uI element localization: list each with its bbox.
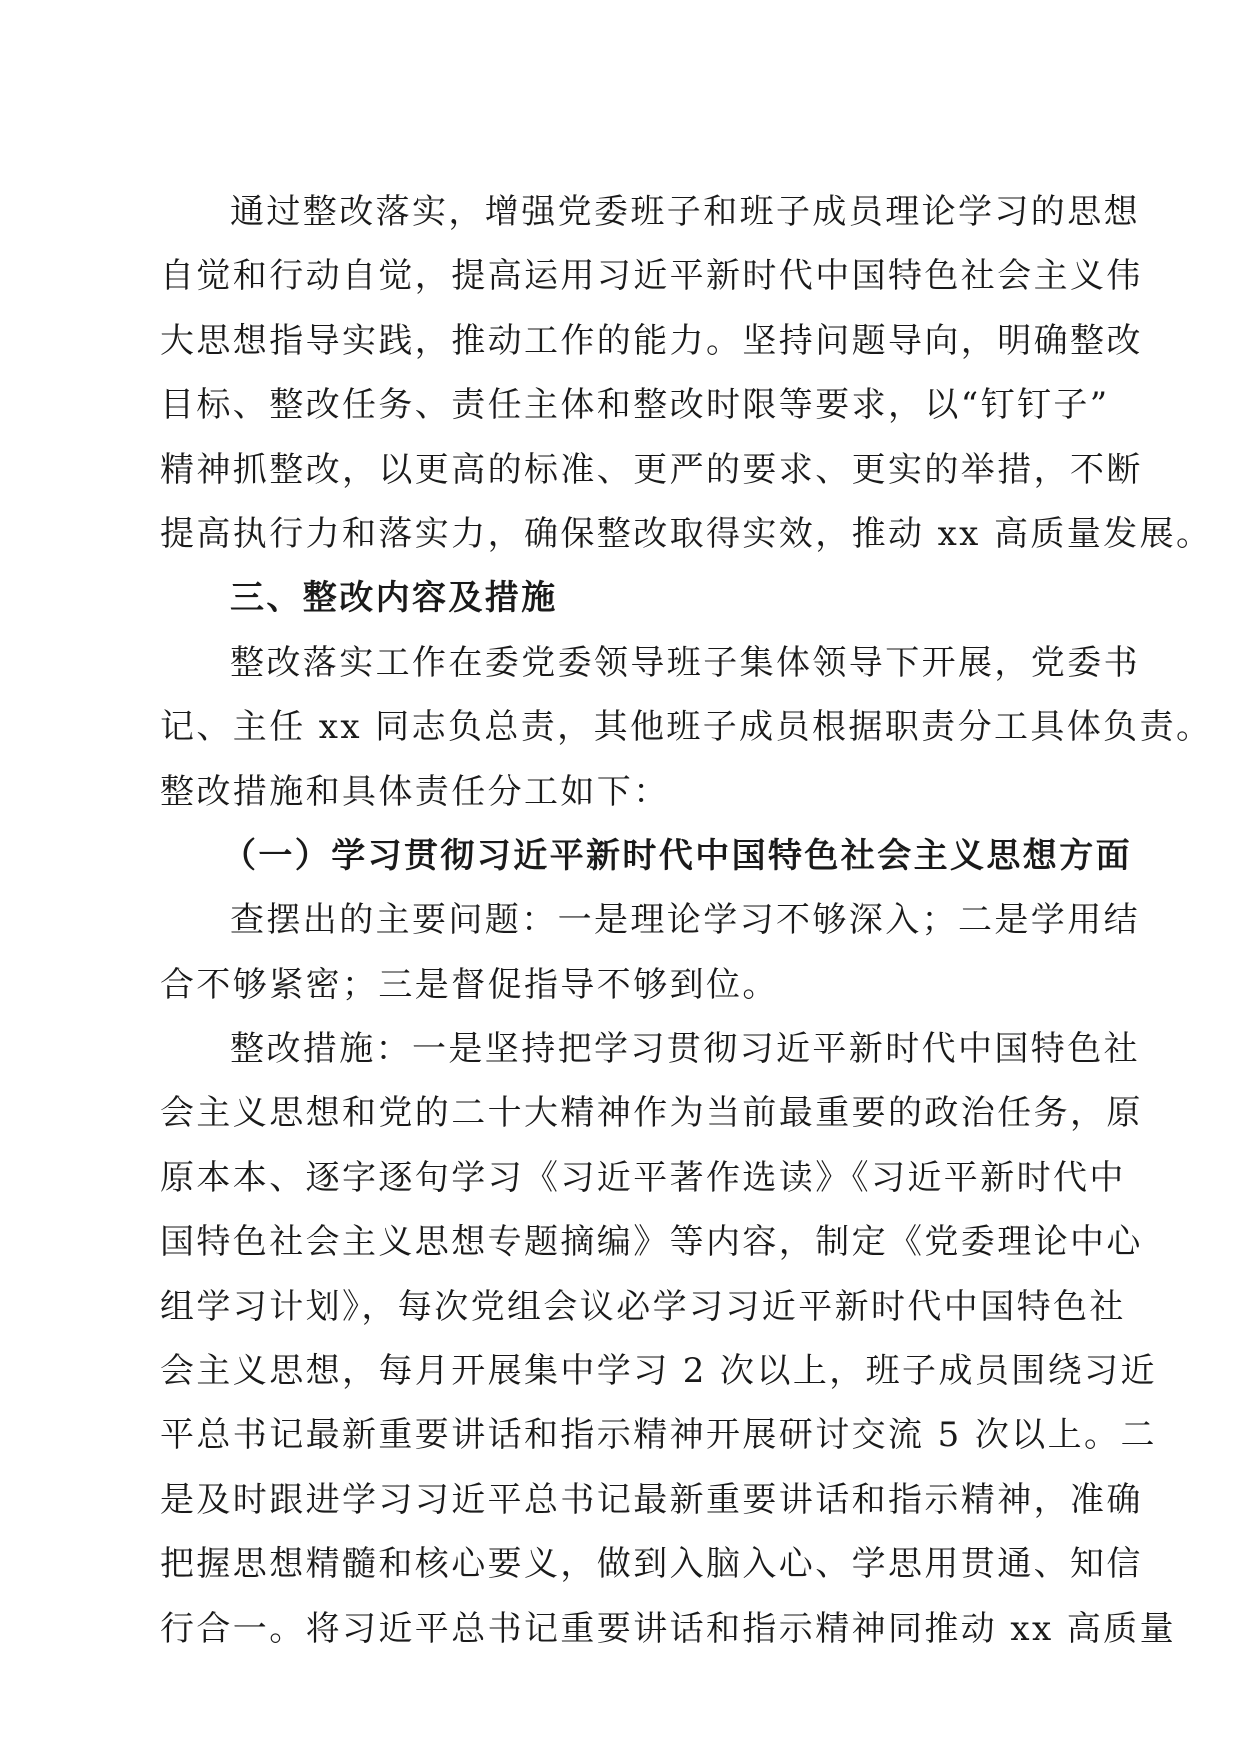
paragraph-line: 是及时跟进学习习近平总书记最新重要讲话和指示精神，准确 [160,1479,1143,1520]
paragraph-line: 行合一。将习近平总书记重要讲话和指示精神同推动 xx 高质量 [160,1608,1176,1649]
paragraph-line: 提高执行力和落实力，确保整改取得实效，推动 xx 高质量发展。 [160,513,1213,554]
paragraph-line: 精神抓整改，以更高的标准、更严的要求、更实的举措，不断 [160,449,1143,490]
document-page [160,180,1213,1661]
paragraph-line: 合不够紧密；三是督促指导不够到位。 [160,964,779,1005]
section-heading: 三、整改内容及措施 [230,578,558,619]
paragraph-line: 组学习计划》，每次党组会议必学习习近平新时代中国特色社 [160,1286,1126,1327]
paragraph-line: 会主义思想和党的二十大精神作为当前最重要的政治任务，原 [160,1093,1143,1134]
paragraph-line: 自觉和行动自觉，提高运用习近平新时代中国特色社会主义伟 [160,256,1143,297]
paragraph-line: 平总书记最新重要讲话和指示精神开展研讨交流 5 次以上。二 [160,1415,1157,1456]
paragraph-line: 整改措施：一是坚持把学习贯彻习近平新时代中国特色社 [230,1029,1140,1070]
paragraph-line: 通过整改落实，增强党委班子和班子成员理论学习的思想 [230,192,1140,232]
paragraph-line: 查摆出的主要问题：一是理论学习不够深入；二是学用结 [230,900,1140,941]
paragraph-line: 把握思想精髓和核心要义，做到入脑入心、学思用贯通、知信 [160,1544,1143,1585]
paragraph-line: 会主义思想，每月开展集中学习 2 次以上，班子成员围绕习近 [160,1351,1157,1392]
paragraph-line: 记、主任 xx 同志负总责，其他班子成员根据职责分工具体负责。 [160,707,1213,748]
paragraph-line: 目标、整改任务、责任主体和整改时限等要求，以“钉钉子” [160,385,1110,426]
paragraph-line: 整改措施和具体责任分工如下： [160,771,670,812]
paragraph-line: 大思想指导实践，推动工作的能力。坚持问题导向，明确整改 [160,320,1143,361]
subsection-heading: （一）学习贯彻习近平新时代中国特色社会主义思想方面 [222,835,1132,876]
paragraph-line: 国特色社会主义思想专题摘编》等内容，制定《党委理论中心 [160,1222,1143,1263]
paragraph-line: 原本本、逐字逐句学习《习近平著作选读》《习近平新时代中 [160,1157,1126,1198]
paragraph-line: 整改落实工作在委党委领导班子集体领导下开展，党委书 [230,642,1140,683]
